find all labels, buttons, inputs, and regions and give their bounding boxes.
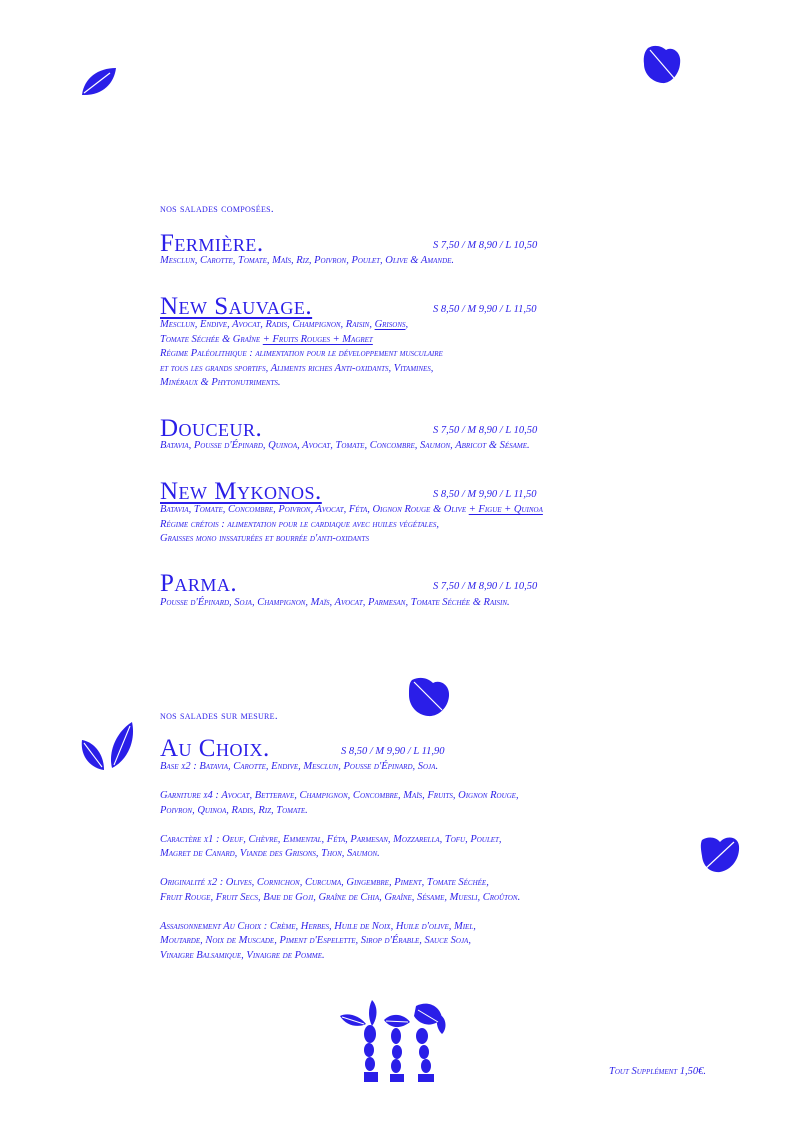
ingredients-line: Pousse d'Épinard, Soja, Champignon, Maïs, Avocat, Parmesan, Tomate Séchée & Raisin. xyxy=(160,597,510,608)
dish-description-new-mykonos xyxy=(160,503,543,547)
dish-name-new-mykonos: New Mykonos. xyxy=(160,478,322,505)
garniture-line: Poivron, Quinoa, Radis, Riz, Tomate. xyxy=(160,804,308,816)
round-leaf-icon xyxy=(406,676,452,718)
dish-price-new-sauvage: S 8,50 / M 9,90 / L 11,50 xyxy=(433,304,537,315)
dish-name-douceur: Douceur. xyxy=(160,415,263,442)
diet-note-line: Régime Paléolithique : alimentation pour le développement musculaire xyxy=(160,348,443,359)
dish-name-fermiere: Fermière. xyxy=(160,230,264,257)
dish-price-parma: S 7,50 / M 8,90 / L 10,50 xyxy=(433,581,538,592)
dish-price-au-choix: S 8,50 / M 9,90 / L 11,90 xyxy=(341,746,445,757)
dish-name-parma: Parma. xyxy=(160,570,238,597)
assaisonnement-line: Vinaigre Balsamique, Vinaigre de Pomme. xyxy=(160,949,325,961)
ingredients-line: Batavia, Pousse d'Épinard, Quinoa, Avocat, Tomate, Concombre, Saumon, Abricot & Sésame. xyxy=(160,440,530,451)
dish-description-au-choix xyxy=(160,760,520,963)
ingredients-line: Tomate Séchée & Graîne + Fruits Rouges + Magret xyxy=(160,333,373,345)
double-leaf-icon xyxy=(78,720,136,772)
diet-note-line: Régime crétois : alimentation pour le cardiaque avec huiles végétales, xyxy=(160,518,439,530)
section-title-sur-mesure: nos salades sur mesure. xyxy=(160,710,278,722)
originalite-line: Fruit Rouge, Fruit Secs, Baie de Goji, Graîne de Chia, Graîne, Sésame, Muesli, Croûton. xyxy=(160,891,521,903)
dish-price-douceur: S 7,50 / M 8,90 / L 10,50 xyxy=(433,425,538,436)
garniture-line: Garniture x4 : Avocat, Betterave, Champignon, Concombre, Maïs, Fruits, Oignon Rouge, xyxy=(160,790,519,801)
dancing-leaves-illustration xyxy=(334,998,452,1082)
assaisonnement-line: Moutarde, Noix de Muscade, Piment d'Espelette, Sirop d'Érable, Sauce Soja, xyxy=(160,935,471,946)
round-leaf-icon xyxy=(640,42,684,86)
section-title-composees: nos salades composées. xyxy=(160,203,274,215)
ingredients-line: Mesclun, Carotte, Tomate, Maïs, Riz, Poivron, Poulet, Olive & Amande. xyxy=(160,255,455,266)
assaisonnement-line: Assaisonnement Au Choix : Crème, Herbes, Huile de Noix, Huile d'olive, Miel, xyxy=(160,920,476,932)
diet-note-line: et tous les grands sportifs, Aliments riches Anti-oxidants, Vitamines, xyxy=(160,362,434,374)
dish-name-au-choix: Au Choix. xyxy=(160,735,270,762)
diet-note-line: Graisses mono inssaturées et bourrée d'anti-oxidants xyxy=(160,533,369,544)
diet-note-line: Minéraux & Phytonutriments. xyxy=(160,377,281,388)
dish-description-new-sauvage xyxy=(160,318,443,391)
caractere-line: Magret de Canard, Viande des Grisons, Thon, Saumon. xyxy=(160,848,380,859)
round-leaf-icon xyxy=(698,832,742,874)
dish-price-fermiere: S 7,50 / M 8,90 / L 10,50 xyxy=(433,240,538,251)
dish-name-new-sauvage: New Sauvage. xyxy=(160,293,313,320)
ingredients-line: Batavia, Tomate, Concombre, Poivron, Avocat, Féta, Oignon Rouge & Olive + Figue + Quinoa xyxy=(160,504,543,515)
dish-description-douceur xyxy=(160,439,530,454)
caractere-line: Caractère x1 : Oeuf, Chèvre, Emmental, Féta, Parmesan, Mozzarella, Tofu, Poulet, xyxy=(160,833,502,845)
supplement-note: Tout Supplément 1,50€. xyxy=(609,1066,707,1077)
leaf-icon xyxy=(80,66,118,98)
base-line: Base x2 : Batavia, Carotte, Endive, Mesclun, Pousse d'Épinard, Soja. xyxy=(160,761,439,772)
dish-description-parma xyxy=(160,596,510,611)
ingredients-line: Mesclun, Endive, Avocat, Radis, Champignon, Raisin, Grisons, xyxy=(160,319,409,330)
dish-price-new-mykonos: S 8,50 / M 9,90 / L 11,50 xyxy=(433,489,537,500)
dish-description-fermiere xyxy=(160,254,454,269)
originalite-line: Originalité x2 : Olives, Cornichon, Curcuma, Gingembre, Piment, Tomate Séchée, xyxy=(160,877,489,888)
